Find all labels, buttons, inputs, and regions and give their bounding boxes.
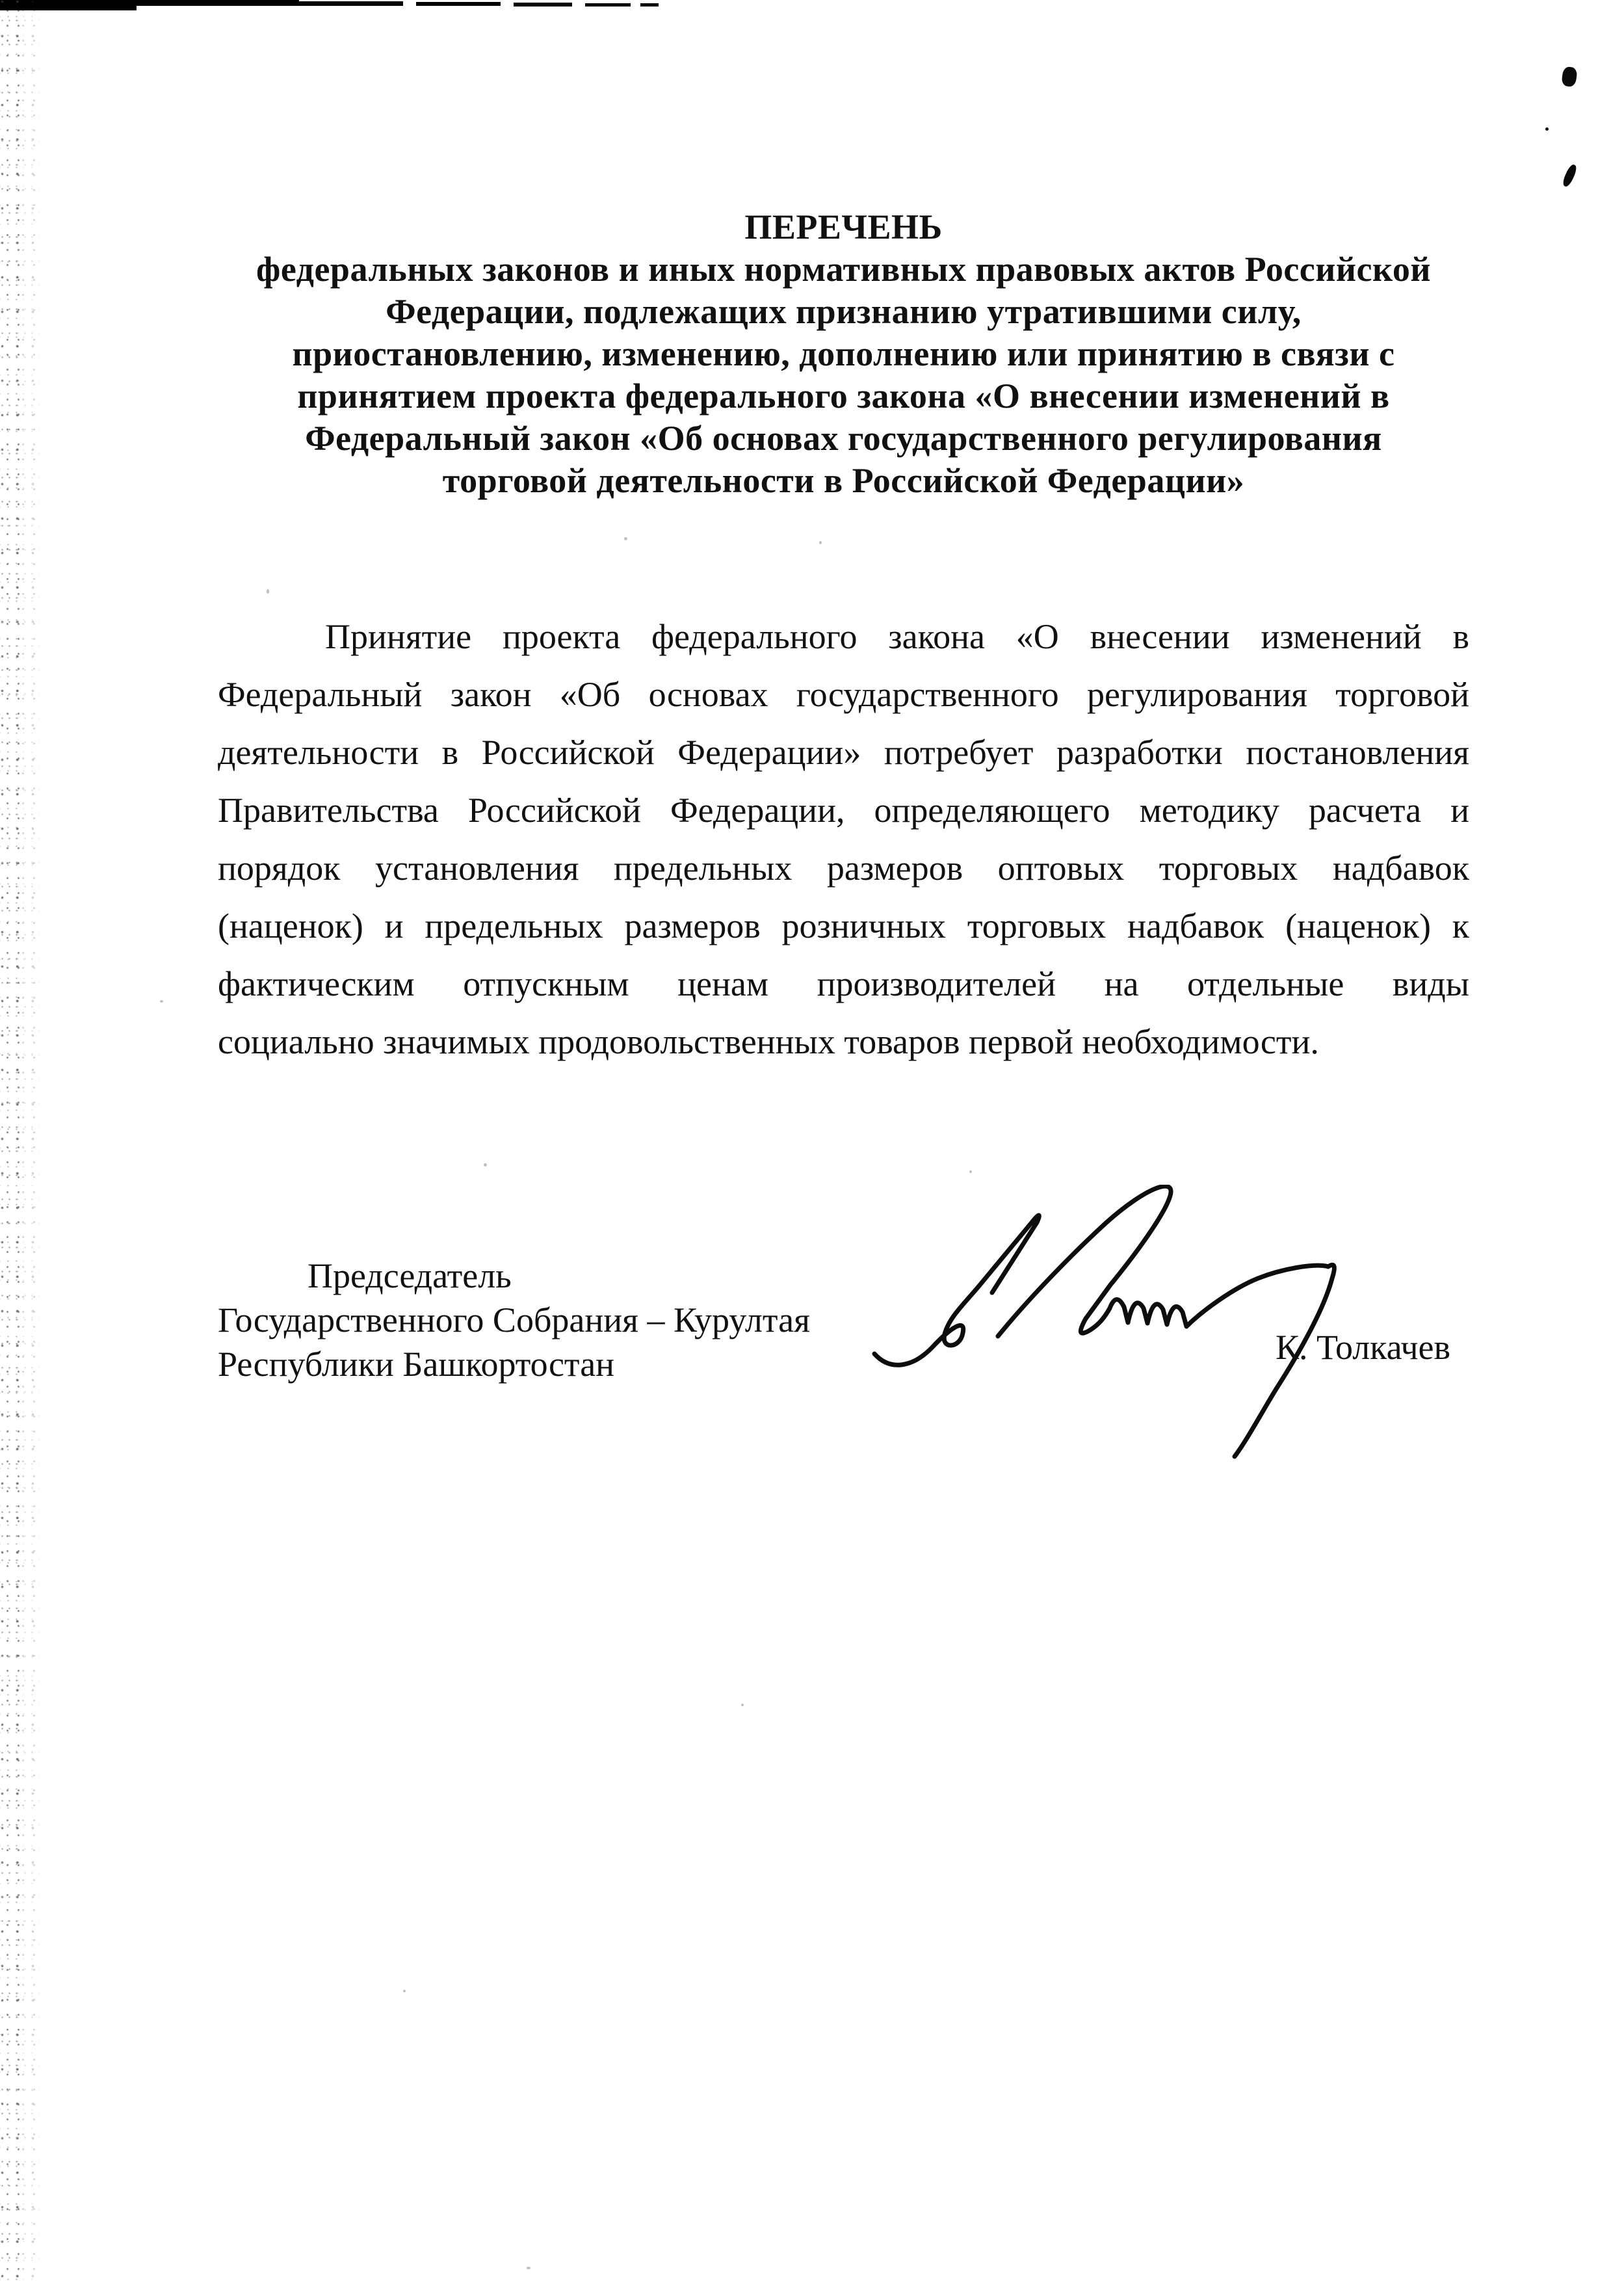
signature-post-line: Республики Башкортостан — [218, 1345, 615, 1384]
body-line: Федеральный закон «Об основах государственного регулирования торговой — [218, 675, 1469, 714]
ink-speck — [624, 537, 627, 540]
ink-speck — [1545, 127, 1549, 131]
title-line: федеральных законов и иных нормативных правовых актов Российской — [256, 250, 1431, 289]
body-line: деятельности в Российской Федерации» потребует разработки постановления — [218, 733, 1469, 772]
ink-speck — [403, 1990, 406, 1992]
top-scan-artifact-segment — [299, 1, 403, 6]
top-scan-artifact-segment — [585, 3, 631, 7]
body-line: порядок установления предельных размеров оптовых торговых надбавок — [218, 849, 1469, 888]
signature-post-line: Государственного Собрания – Курултая — [218, 1300, 810, 1339]
top-scan-artifact-segment — [137, 0, 299, 6]
top-scan-artifact-segment — [416, 2, 501, 6]
title-line: Федерации, подлежащих признанию утратившими силу, — [386, 292, 1302, 331]
ink-blob-top-right — [1561, 163, 1578, 188]
title-line: ПЕРЕЧЕНЬ — [744, 207, 943, 246]
handwritten-signature — [865, 1185, 1372, 1464]
ink-speck — [527, 2267, 530, 2269]
ink-speck — [484, 1163, 487, 1167]
body-line: Принятие проекта федерального закона «О внесении изменений в — [325, 617, 1469, 656]
body-paragraph — [218, 608, 1469, 1071]
top-scan-artifact-segment — [514, 3, 572, 7]
ink-speck — [819, 541, 822, 544]
signature-post-line: Председатель — [308, 1256, 512, 1295]
signature-stroke — [874, 1215, 1039, 1365]
ink-speck — [969, 1170, 972, 1173]
title-line: принятием проекта федерального закона «О внесении изменений в — [297, 376, 1390, 415]
ink-speck — [741, 1704, 744, 1706]
ink-speck — [267, 589, 269, 594]
ink-speck — [160, 1000, 163, 1003]
ink-blob-top-right — [1561, 66, 1578, 88]
body-line: фактическим отпускным ценам производителей на отдельные виды — [218, 964, 1469, 1003]
document-title — [218, 206, 1469, 502]
title-line: приостановлению, изменению, дополнению или принятию в связи с — [292, 334, 1395, 373]
left-edge-scan-noise — [16, 0, 39, 2281]
title-line: торговой деятельности в Российской Федерации» — [442, 461, 1245, 500]
signer-name: К. Толкачев — [1276, 1328, 1451, 1367]
body-line: Правительства Российской Федерации, определяющего методику расчета и — [218, 791, 1469, 830]
body-line: (наценок) и предельных размеров розничных торговых надбавок (наценок) к — [218, 906, 1469, 945]
body-line: социально значимых продовольственных товаров первой необходимости. — [218, 1022, 1319, 1061]
top-scan-artifact-segment — [640, 3, 659, 7]
title-line: Федеральный закон «Об основах государственного регулирования — [305, 419, 1382, 458]
signature-stroke — [998, 1186, 1334, 1457]
